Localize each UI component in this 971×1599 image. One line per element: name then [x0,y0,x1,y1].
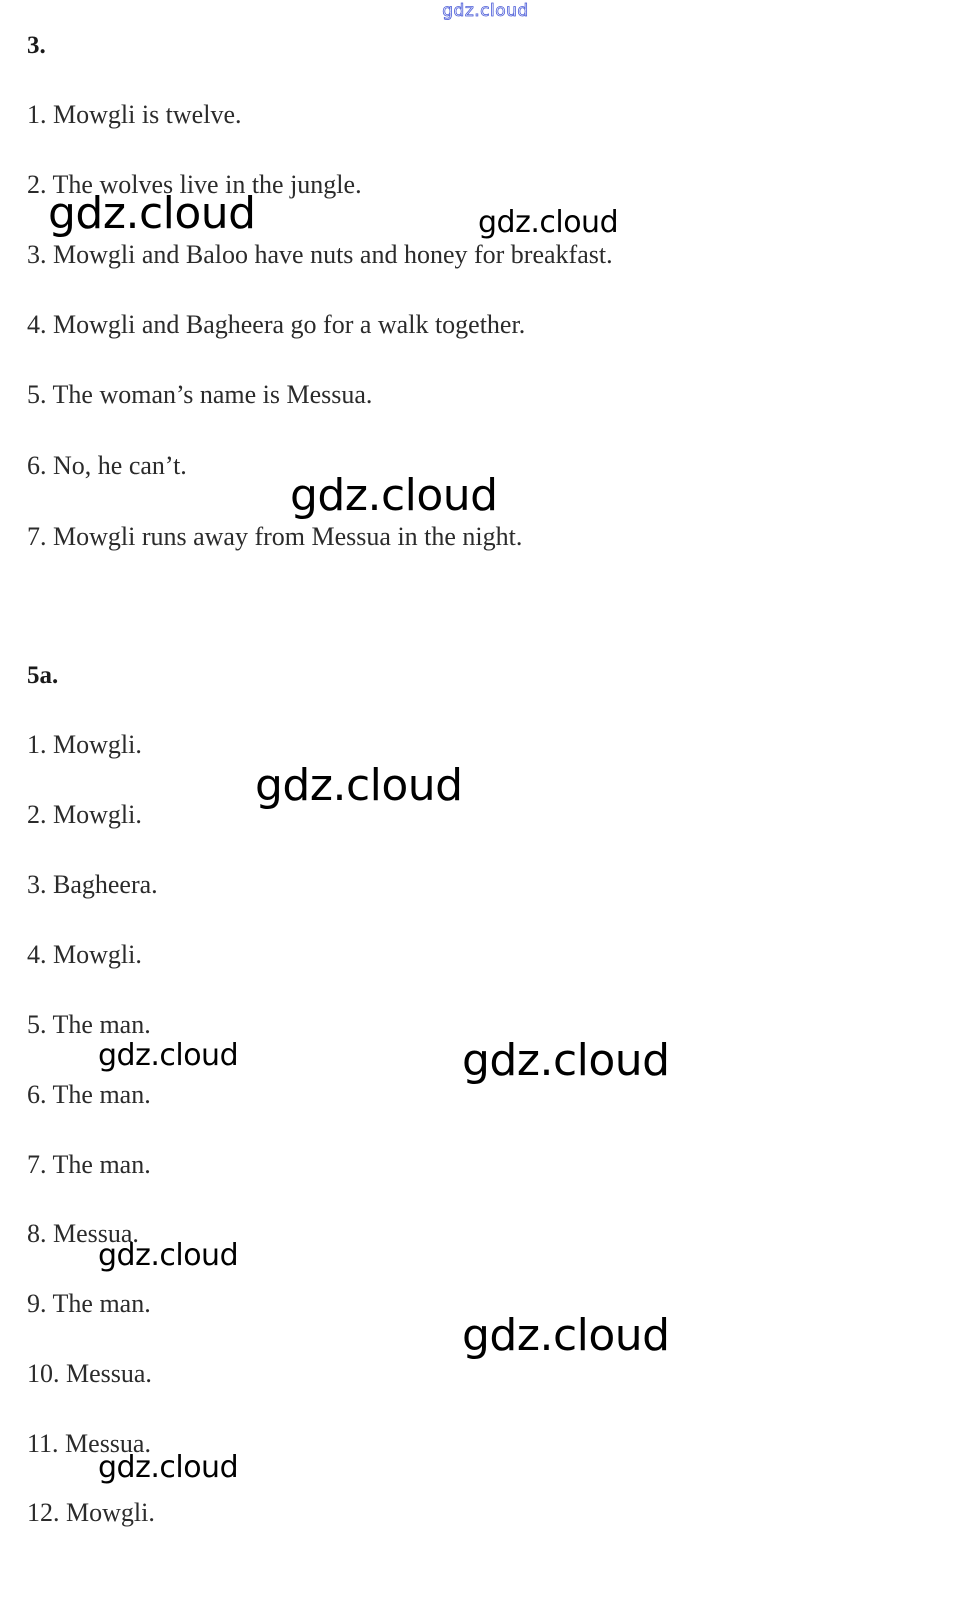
section-3-answer-6: 6. No, he can’t. [27,451,187,480]
watermark: gdz.cloud [48,188,256,239]
watermark: gdz.cloud [478,205,619,240]
section-5a-answer-1: 1. Mowgli. [27,730,142,759]
section-5a-answer-10: 10. Messua. [27,1359,152,1388]
watermark: gdz.cloud [98,1450,239,1485]
section-5a-answer-4: 4. Mowgli. [27,940,142,969]
section-5a-answer-2: 2. Mowgli. [27,800,142,829]
top-watermark: gdz.cloud [442,1,529,21]
section-5a-answer-8: 8. Messua. [27,1219,139,1248]
watermark: gdz.cloud [98,1238,239,1273]
section-5a-answer-9: 9. The man. [27,1289,151,1318]
section-3-answer-5: 5. The woman’s name is Messua. [27,380,373,409]
watermark: gdz.cloud [255,760,463,811]
section-5a-heading: 5a. [27,662,59,689]
section-5a-answer-7: 7. The man. [27,1150,151,1179]
section-5a-answer-6: 6. The man. [27,1080,151,1109]
section-5a-answer-3: 3. Bagheera. [27,870,158,899]
section-3-heading: 3. [27,32,46,59]
section-3-answer-7: 7. Mowgli runs away from Messua in the night. [27,522,523,551]
section-3-answer-1: 1. Mowgli is twelve. [27,100,242,129]
section-3-answer-2: 2. The wolves live in the jungle. [27,170,362,199]
section-5a-answer-12: 12. Mowgli. [27,1498,155,1527]
watermark: gdz.cloud [462,1035,670,1086]
watermark: gdz.cloud [98,1038,239,1073]
watermark: gdz.cloud [462,1310,670,1361]
section-3-answer-3: 3. Mowgli and Baloo have nuts and honey for breakfast. [27,240,613,269]
watermark: gdz.cloud [290,470,498,521]
section-5a-answer-11: 11. Messua. [27,1429,151,1458]
section-5a-answer-5: 5. The man. [27,1010,151,1039]
section-3-answer-4: 4. Mowgli and Bagheera go for a walk together. [27,310,526,339]
